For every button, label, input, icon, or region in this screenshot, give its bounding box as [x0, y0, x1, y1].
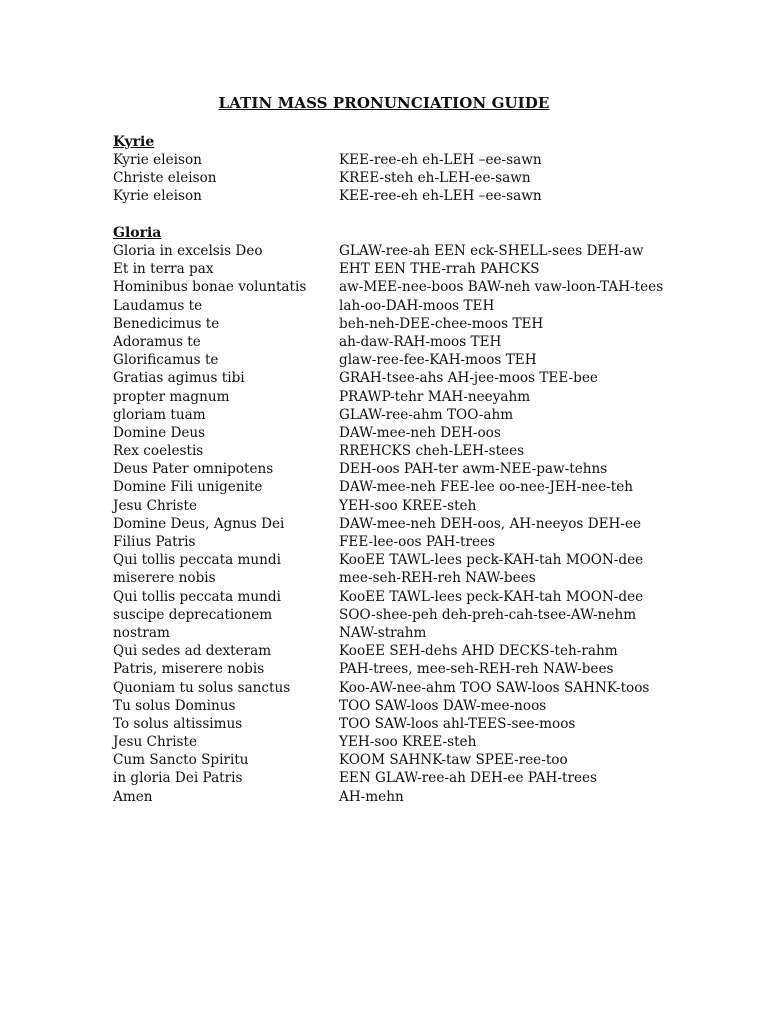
text-row	[113, 242, 673, 260]
text-row	[113, 187, 673, 205]
latin-text: Domine Deus	[113, 424, 206, 441]
latin-text: Cum Sancto Spiritu	[113, 752, 249, 769]
pronunciation-text: Koo-AW-nee-ahm TOO SAW-loos SAHNK-toos	[339, 679, 650, 696]
latin-text: Deus Pater omnipotens	[113, 461, 274, 478]
pronunciation-text: EEN GLAW-ree-ah DEH-ee PAH-trees	[339, 770, 598, 787]
text-row	[113, 515, 673, 533]
text-row	[113, 151, 673, 169]
pronunciation-text: GRAH-tsee-ahs AH-jee-moos TEE-bee	[339, 370, 598, 387]
text-row	[113, 751, 673, 769]
text-row	[113, 333, 673, 351]
text-row	[113, 715, 673, 733]
pronunciation-text: SOO-shee-peh deh-preh-cah-tsee-AW-nehm	[339, 606, 637, 623]
text-row	[113, 679, 673, 697]
latin-text: Gloria in excelsis Deo	[113, 243, 263, 259]
pronunciation-text: lah-oo-DAH-moos TEH	[339, 297, 495, 314]
text-row	[113, 278, 673, 296]
latin-text: nostram	[113, 624, 170, 641]
text-row	[113, 315, 673, 333]
section-heading: Gloria	[113, 225, 162, 241]
latin-text: Jesu Christe	[113, 497, 198, 514]
latin-text: Domine Deus, Agnus Dei	[113, 515, 285, 532]
latin-text: Qui tollis peccata mundi	[113, 552, 281, 569]
text-row	[113, 297, 673, 315]
pronunciation-text: glaw-ree-fee-KAH-moos TEH	[339, 352, 537, 369]
pronunciation-text: KooEE SEH-dehs AHD DECKS-teh-rahm	[339, 643, 618, 660]
latin-text: Amen	[113, 788, 153, 805]
pronunciation-text: NAW-strahm	[339, 624, 427, 641]
text-row	[113, 569, 673, 587]
pronunciation-text: EHT EEN THE-rrah PAHCKS	[339, 261, 540, 278]
text-row	[113, 478, 673, 496]
latin-text: propter magnum	[113, 388, 230, 405]
pronunciation-text: DAW-mee-neh FEE-lee oo-nee-JEH-nee-teh	[339, 479, 633, 496]
latin-text: Quoniam tu solus sanctus	[113, 679, 291, 696]
latin-text: Laudamus te	[113, 297, 203, 314]
pronunciation-text: TOO SAW-loos ahl-TEES-see-moos	[339, 715, 576, 732]
text-row	[113, 588, 673, 606]
pronunciation-text: mee-seh-REH-reh NAW-bees	[339, 570, 536, 587]
page-title: LATIN MASS PRONUNCIATION GUIDE	[218, 94, 550, 112]
pronunciation-text: KOOM SAHNK-taw SPEE-ree-too	[339, 752, 568, 769]
section-rows	[113, 151, 673, 206]
text-row	[113, 260, 673, 278]
latin-text: miserere nobis	[113, 570, 216, 587]
section-rows	[113, 242, 673, 806]
latin-text: To solus altissimus	[113, 715, 243, 732]
text-row	[113, 733, 673, 751]
latin-text: Filius Patris	[113, 534, 196, 550]
pronunciation-text: TOO SAW-loos DAW-mee-noos	[339, 697, 547, 714]
pronunciation-text: KEE-ree-eh eh-LEH –ee-sawn	[339, 188, 542, 205]
latin-text: Benedicimus te	[113, 315, 220, 332]
latin-text: Glorificamus te	[113, 352, 219, 369]
latin-text: Adoramus te	[113, 333, 201, 350]
text-row	[113, 606, 673, 624]
latin-text: Domine Fili unigenite	[113, 479, 263, 496]
section-kyrie	[113, 133, 673, 206]
text-row	[113, 369, 673, 387]
latin-text: Patris, miserere nobis	[113, 661, 265, 678]
pronunciation-text: KooEE TAWL-lees peck-KAH-tah MOON-dee	[339, 552, 644, 569]
latin-text: Hominibus bonae voluntatis	[113, 279, 307, 296]
pronunciation-text: YEH-soo KREE-steh	[339, 497, 477, 514]
pronunciation-text: GLAW-ree-ahm TOO-ahm	[339, 406, 514, 423]
text-row	[113, 388, 673, 406]
latin-text: gloriam tuam	[113, 406, 206, 423]
pronunciation-text: PAH-trees, mee-seh-REH-reh NAW-bees	[339, 661, 614, 678]
latin-text: Christe eleison	[113, 170, 217, 187]
pronunciation-text: KREE-steh eh-LEH-ee-sawn	[339, 170, 531, 187]
text-row	[113, 788, 673, 806]
pronunciation-text: FEE-lee-oos PAH-trees	[339, 534, 496, 550]
latin-text: suscipe deprecationem	[113, 606, 273, 623]
pronunciation-text: DAW-mee-neh DEH-oos	[339, 424, 501, 441]
pronunciation-text: RREHCKS cheh-LEH-stees	[339, 443, 525, 460]
pronunciation-text: AH-mehn	[339, 788, 404, 805]
latin-text: Kyrie eleison	[113, 188, 202, 205]
pronunciation-text: PRAWP-tehr MAH-neeyahm	[339, 388, 531, 405]
text-row	[113, 497, 673, 515]
section-gloria	[113, 224, 673, 806]
text-row	[113, 169, 673, 187]
pronunciation-text: DAW-mee-neh DEH-oos, AH-neeyos DEH-ee	[339, 515, 642, 532]
pronunciation-text: aw-MEE-nee-boos BAW-neh vaw-loon-TAH-tees	[339, 279, 664, 296]
section-heading: Kyrie	[113, 134, 155, 150]
text-row	[113, 551, 673, 569]
latin-text: Tu solus Dominus	[113, 697, 236, 714]
pronunciation-text: YEH-soo KREE-steh	[339, 734, 477, 751]
text-row	[113, 442, 673, 460]
latin-text: Qui tollis peccata mundi	[113, 588, 281, 605]
pronunciation-text: DEH-oos PAH-ter awm-NEE-paw-tehns	[339, 461, 608, 478]
text-row	[113, 460, 673, 478]
latin-text: Gratias agimus tibi	[113, 370, 245, 387]
text-row	[113, 660, 673, 678]
pronunciation-text: KooEE TAWL-lees peck-KAH-tah MOON-dee	[339, 588, 644, 605]
text-row	[113, 624, 673, 642]
text-row	[113, 697, 673, 715]
text-row	[113, 424, 673, 442]
latin-text: Et in terra pax	[113, 261, 214, 278]
text-row	[113, 642, 673, 660]
pronunciation-text: KEE-ree-eh eh-LEH –ee-sawn	[339, 152, 542, 168]
latin-text: Jesu Christe	[113, 734, 198, 751]
text-row	[113, 406, 673, 424]
latin-text: Qui sedes ad dexteram	[113, 643, 272, 660]
pronunciation-text: ah-daw-RAH-moos TEH	[339, 333, 502, 350]
latin-text: Rex coelestis	[113, 443, 204, 460]
pronunciation-text: beh-neh-DEE-chee-moos TEH	[339, 315, 544, 332]
text-row	[113, 769, 673, 787]
text-row	[113, 533, 673, 551]
latin-text: in gloria Dei Patris	[113, 770, 243, 787]
latin-text: Kyrie eleison	[113, 152, 202, 168]
text-row	[113, 351, 673, 369]
pronunciation-text: GLAW-ree-ah EEN eck-SHELL-sees DEH-aw	[339, 243, 644, 259]
